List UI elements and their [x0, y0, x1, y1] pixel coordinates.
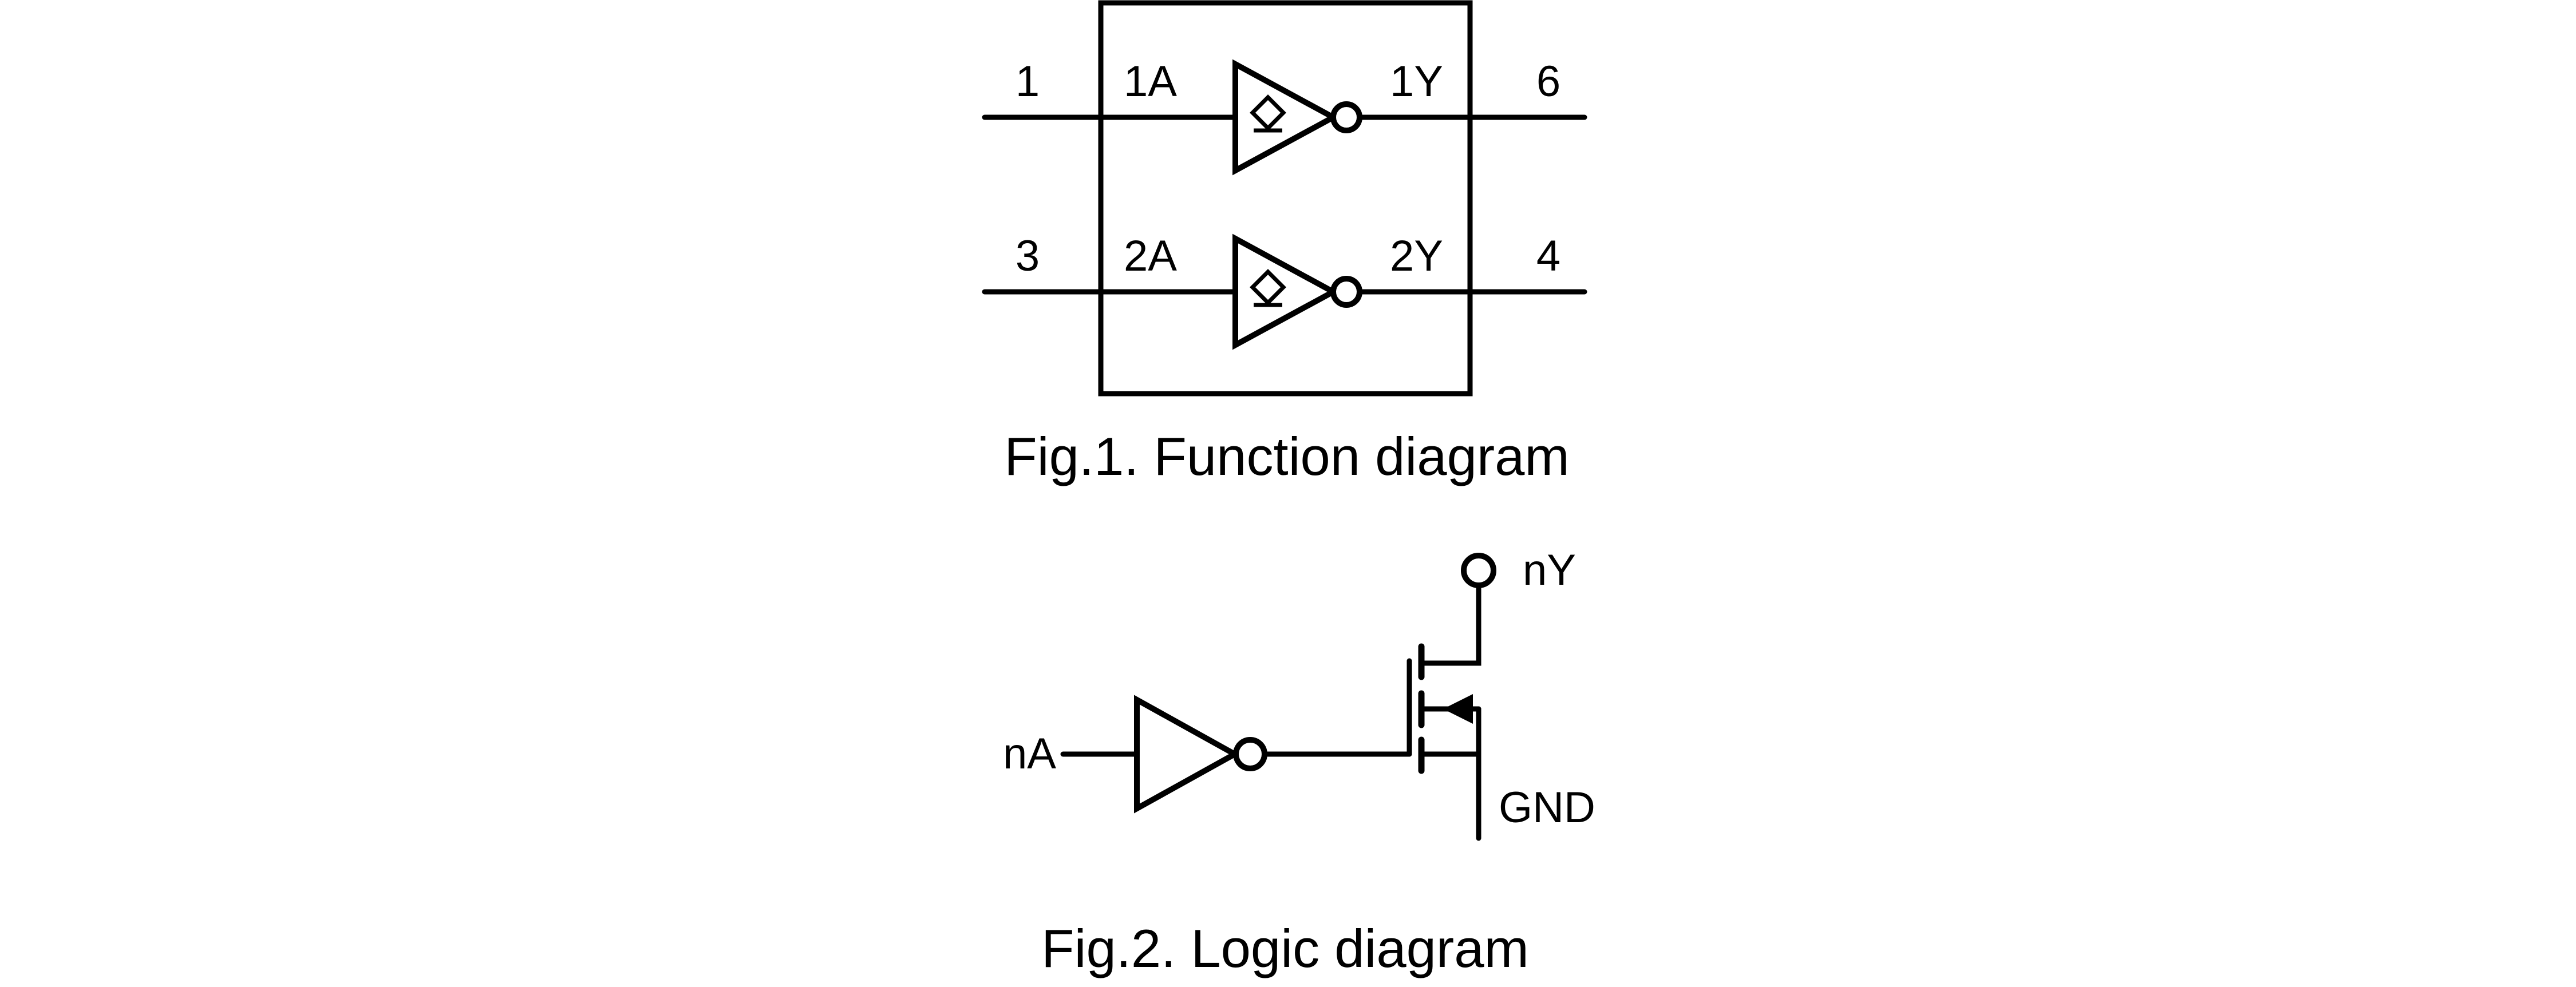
gate-input-label: 1A [1124, 57, 1177, 106]
gate-input-label: 2A [1124, 232, 1177, 280]
pin-number-output: 6 [1536, 57, 1561, 106]
gate-output-label: 2Y [1390, 232, 1443, 280]
pin-number-input: 3 [1015, 232, 1040, 280]
figure2-caption: Fig.2. Logic diagram [1041, 918, 1529, 978]
pin-number-input: 1 [1015, 57, 1040, 106]
pin-number-output: 4 [1536, 232, 1561, 280]
output-terminal-circle-icon [1464, 556, 1494, 585]
input-signal-label: nA [1003, 730, 1056, 778]
inversion-bubble-icon [1236, 740, 1265, 768]
figure1-caption: Fig.1. Function diagram [1004, 426, 1570, 486]
ground-label: GND [1499, 783, 1595, 832]
inversion-bubble-icon [1333, 279, 1360, 305]
inversion-bubble-icon [1333, 104, 1360, 130]
output-signal-label: nY [1523, 546, 1576, 594]
gate-output-label: 1Y [1390, 57, 1443, 106]
